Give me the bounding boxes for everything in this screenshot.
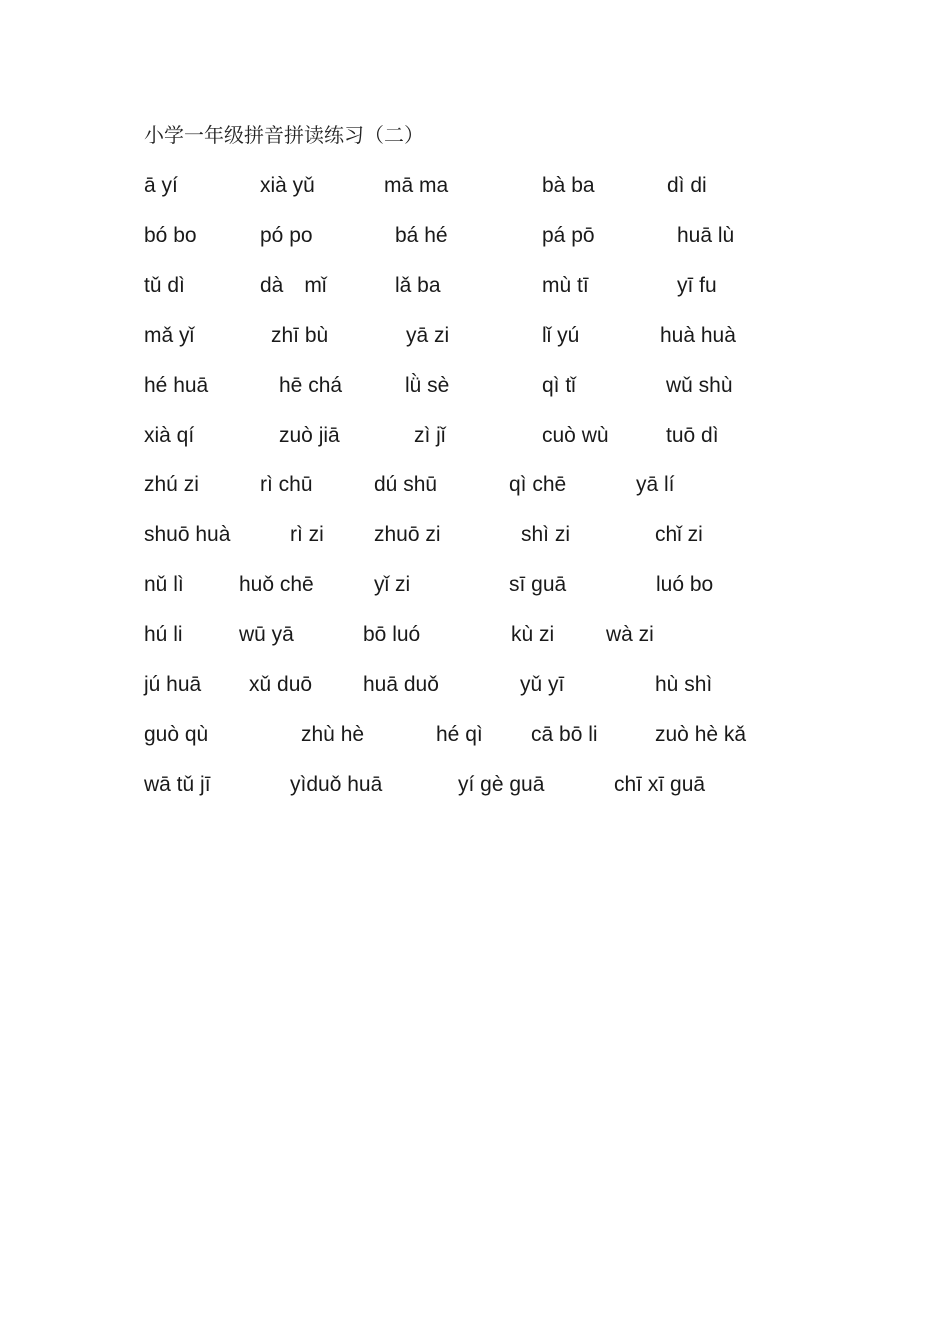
pinyin-word: zuò hè kǎ [655, 723, 747, 746]
pinyin-word: lǜ sè [405, 374, 450, 397]
pinyin-word: yí gè guā [458, 773, 545, 796]
pinyin-word: lǎ ba [395, 274, 441, 297]
pinyin-word: luó bo [656, 573, 714, 596]
pinyin-row [0, 570, 950, 600]
pinyin-word: ā yí [144, 174, 178, 197]
pinyin-word: lǐ yú [542, 324, 580, 347]
pinyin-word: wǔ shù [666, 374, 733, 397]
pinyin-word: hē chá [279, 374, 343, 397]
pinyin-word: bà ba [542, 174, 595, 197]
pinyin-word: huǒ chē [239, 573, 314, 596]
pinyin-row [0, 221, 950, 251]
pinyin-row [0, 421, 950, 451]
pinyin-word: dú shū [374, 473, 438, 496]
pinyin-word: hù shì [655, 673, 713, 696]
pinyin-word: mǎ yǐ [144, 324, 195, 347]
pinyin-word: guò qù [144, 723, 209, 746]
pinyin-word: zhī bù [271, 324, 329, 347]
pinyin-word: jú huā [144, 673, 202, 696]
pinyin-word: rì zi [290, 523, 324, 546]
pinyin-word: wà zi [606, 623, 654, 646]
pinyin-word: huā duǒ [363, 673, 439, 696]
pinyin-word: yǐ zi [374, 573, 411, 596]
pinyin-word: bá hé [395, 224, 448, 247]
pinyin-word: cā bō li [531, 723, 598, 746]
pinyin-row [0, 770, 950, 800]
pinyin-word: tǔ dì [144, 274, 185, 297]
pinyin-word: tuō dì [666, 424, 719, 447]
pinyin-row [0, 520, 950, 550]
pinyin-word: shì zi [521, 523, 571, 546]
pinyin-word: qì chē [509, 473, 567, 496]
pinyin-word: dì di [667, 174, 707, 197]
pinyin-word: zuò jiā [279, 424, 340, 447]
document-title: 小学一年级拼音拼读练习（二） [144, 123, 424, 147]
pinyin-word: xià yǔ [260, 174, 315, 197]
pinyin-word: shuō huà [144, 523, 231, 546]
pinyin-row [0, 470, 950, 500]
pinyin-word: cuò wù [542, 424, 609, 447]
pinyin-word: bō luó [363, 623, 421, 646]
pinyin-word: yǔ yī [520, 673, 565, 696]
pinyin-word: dà mǐ [260, 274, 327, 297]
pinyin-word: huà huà [660, 324, 736, 347]
pinyin-row [0, 670, 950, 700]
pinyin-word: xǔ duō [249, 673, 313, 696]
pinyin-word: yā zi [406, 324, 450, 347]
pinyin-word: hé qì [436, 723, 483, 746]
pinyin-word: zhù hè [301, 723, 365, 746]
pinyin-word: rì chū [260, 473, 313, 496]
pinyin-row [0, 171, 950, 201]
pinyin-word: yī fu [677, 274, 717, 297]
pinyin-word: mù tī [542, 274, 589, 297]
pinyin-word: kù zi [511, 623, 555, 646]
pinyin-word: pó po [260, 224, 313, 247]
pinyin-word: zì jǐ [414, 424, 446, 447]
pinyin-row [0, 371, 950, 401]
pinyin-word: bó bo [144, 224, 197, 247]
pinyin-word: wū yā [239, 623, 294, 646]
pinyin-word: qì tǐ [542, 374, 576, 397]
pinyin-word: chī xī guā [614, 773, 706, 796]
pinyin-word: mā ma [384, 174, 449, 197]
pinyin-word: huā lù [677, 224, 735, 247]
pinyin-row [0, 620, 950, 650]
pinyin-row [0, 321, 950, 351]
pinyin-word: hé huā [144, 374, 209, 397]
pinyin-row [0, 271, 950, 301]
pinyin-word: pá pō [542, 224, 595, 247]
pinyin-word: yā lí [636, 473, 675, 496]
pinyin-word: sī guā [509, 573, 567, 596]
pinyin-word: nǔ lì [144, 573, 184, 596]
pinyin-word: xià qí [144, 424, 195, 447]
pinyin-word: zhú zi [144, 473, 199, 496]
pinyin-word: zhuō zi [374, 523, 441, 546]
pinyin-word: yìduǒ huā [290, 773, 383, 796]
pinyin-word: chǐ zi [655, 523, 703, 546]
pinyin-word: wā tǔ jī [144, 773, 211, 796]
pinyin-word: hú li [144, 623, 183, 646]
pinyin-row [0, 720, 950, 750]
